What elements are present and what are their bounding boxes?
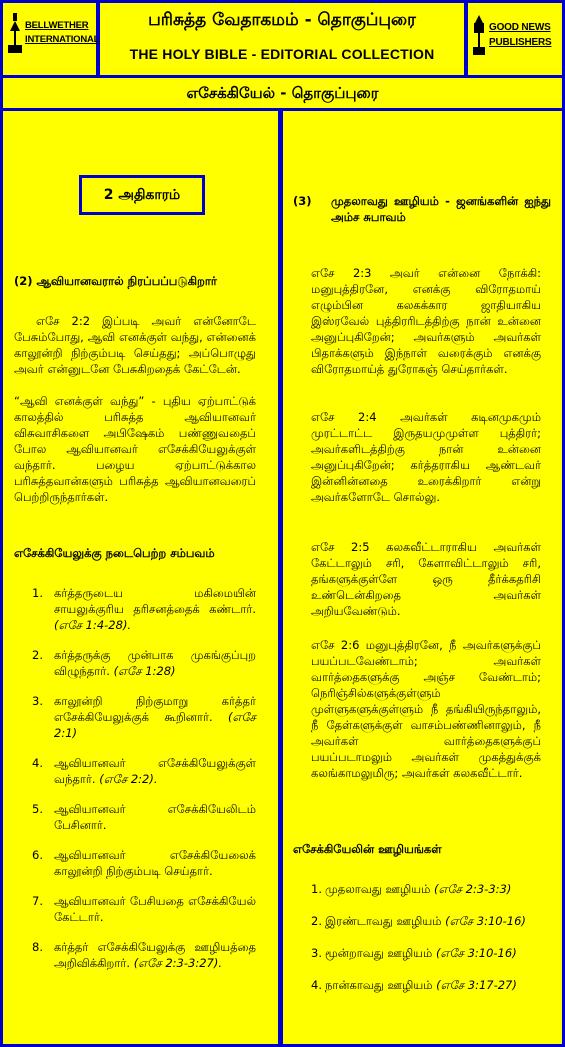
- logo-right-line1: GOOD NEWS: [489, 22, 551, 33]
- title-english: THE HOLY BIBLE - EDITORIAL COLLECTION: [129, 46, 435, 62]
- list-item: 5. ஆவியானவர் எசேக்கியேலிடம் பேசினார்.: [32, 802, 256, 832]
- list-item: 1. கர்த்தருடைய மகிமையின் சாயலுக்குரிய தரிசனத்தைக் கண்டார். (எசே 1:4-28).: [32, 586, 256, 632]
- commentary-paragraph: “ஆவி எனக்குள் வந்து” - புதிய ஏற்பாட்டுக் காலத்தில் பரிசுத்த ஆவியானவர் விசுவாசிகளை அபிஷேகம் பண்ணுவதைப் போல ஆவியானவர் எசேக்கியேலுக்குள் வந்தார். பழைய ஏற்பாட்டுக்கால பரிசுத்தவான்களும் பரிசுத்த ஆவியானவரைப் பெற்றிருந்தார்கள்.: [14, 394, 256, 504]
- ministries-list: [311, 881, 551, 1009]
- list-item: 4. ஆவியானவர் எசேக்கியேலுக்குள் வந்தார். (எசே 2:2).: [32, 756, 256, 786]
- right-column: [283, 111, 562, 1044]
- logo-good-news: [468, 3, 562, 75]
- verse-paragraph: எசே 2:6 மனுபுத்திரனே, நீ அவர்களுக்குப் பயப்படவேண்டாம்; அவர்கள் வார்த்தைகளுக்கு அஞ்ச வேண்டாம்; நெரிஞ்சில்களுக்குள்ளும் முள்ளுகளுக்குள்ளும் நீ தங்கியிருந்தாலும், நீ தேள்களுக்குள் வாசம்பண்ணினாலும், நீ அவர்கள் வார்த்தைகளுக்குப் பயப்படாமலும் அவர்கள் முகத்துக்குக் கலங்காமலுமிரு; அவர்கள் கலகவீட்டார்.: [311, 638, 541, 780]
- logo-left-line2: INTERNATIONAL: [25, 34, 100, 45]
- section-heading: (2) ஆவியானவரால் நிரப்பப்படுகிறார்: [14, 274, 217, 288]
- events-heading: எசேக்கியேலுக்கு நடைபெற்ற சம்பவம்: [14, 546, 215, 560]
- list-item: 6. ஆவியானவர் எசேக்கியேலைக் காலூன்றி நிற்கும்படி செய்தார்.: [32, 848, 256, 878]
- section-heading: முதலாவது ஊழியம் - ஜனங்களின் ஐந்து அம்ச சுபாவம்: [331, 194, 551, 224]
- logo-right-line2: PUBLISHERS: [489, 37, 552, 48]
- verse-paragraph: எசே 2:5 கலகவீட்டாராகிய அவர்கள் கேட்டாலும் சரி, கேளாவிட்டாலும் சரி, தங்களுக்குள்ளே ஒரு தீர்க்கதரிசி உண்டென்கிறதை அவர்கள் அறியவேண்டும்.: [311, 540, 541, 618]
- list-item: 4. நான்காவது ஊழியம் (எசே 3:17-27): [311, 978, 517, 992]
- list-item: 2. கர்த்தருக்கு முன்பாக முகங்குப்புற விழுந்தார். (எசே 1:28): [32, 648, 256, 678]
- list-item: 7. ஆவியானவர் பேசியதை எசேக்கியேல் கேட்டார்.: [32, 894, 256, 924]
- list-item: 1. முதலாவது ஊழியம் (எசே 2:3-3:3): [311, 882, 512, 896]
- left-column: [3, 111, 278, 1044]
- title-tamil: பரிசுத்த வேதாகமம் - தொகுப்புரை: [148, 10, 416, 30]
- lamp-icon: [471, 13, 487, 57]
- chapter-label: 2 அதிகாரம்: [79, 175, 205, 215]
- header-title: [100, 3, 464, 75]
- verse-paragraph: எசே 2:2 இப்படி அவர் என்னோடே பேசும்போது, ஆவி எனக்குள் வந்து, என்னைக் காலூன்றி நிற்கும்படி செய்தது; அப்பொழுது அவர் என்னுடனே பேசுகிறதைக் கேட்டேன்.: [14, 314, 256, 376]
- list-item: 2. இரண்டாவது ஊழியம் (எசே 3:10-16): [311, 914, 526, 928]
- section-number: (3): [293, 194, 312, 208]
- events-list: [32, 585, 256, 971]
- verse-paragraph: எசே 2:3 அவர் என்னை நோக்கி: மனுபுத்திரனே, எனக்கு விரோதமாய் எழும்பின கலகக்கார ஜாதியாகிய இஸ்ரவேல் புத்திரரிடத்திற்கு நான் உன்னை அனுப்புகிறேன்; அவர்களும் அவர்கள் பிதாக்களும் இந்நாள் வரைக்கும் எனக்கு விரோதமாய்த் துரோகஞ் செய்தார்கள்.: [311, 266, 541, 376]
- list-item: 8. கர்த்தர் எசேக்கியேலுக்கு ஊழியத்தை அறிவிக்கிறார். (எசே 2:3-3:27).: [32, 940, 256, 970]
- subtitle-bar: [3, 78, 562, 108]
- list-item: 3. காலூன்றி நிற்குமாறு கர்த்தர் எசேக்கியேலுக்குக் கூறினார். (எசே 2:1): [32, 694, 256, 740]
- ministries-heading: எசேக்கியேலின் ஊழியங்கள்: [293, 842, 442, 856]
- verse-paragraph: எசே 2:4 அவர்கள் கடினமுகமும் முரட்டாட்ட இருதயமுமுள்ள புத்திரர்; அவர்களிடத்திற்கு நான் உன்னை அனுப்புகிறேன்; கர்த்தராகிய ஆண்டவர் இன்னின்னதை உரைக்கிறார் என்று அவர்களோடே சொல்லு.: [311, 410, 541, 504]
- logo-left-line1: BELLWETHER: [25, 20, 89, 31]
- page-subtitle: எசேக்கியேல் - தொகுப்புரை: [186, 84, 379, 102]
- logo-bellwether: [3, 3, 100, 75]
- book-lamp-icon: [7, 11, 23, 55]
- list-item: 3. மூன்றாவது ஊழியம் (எசே 3:10-16): [311, 946, 517, 960]
